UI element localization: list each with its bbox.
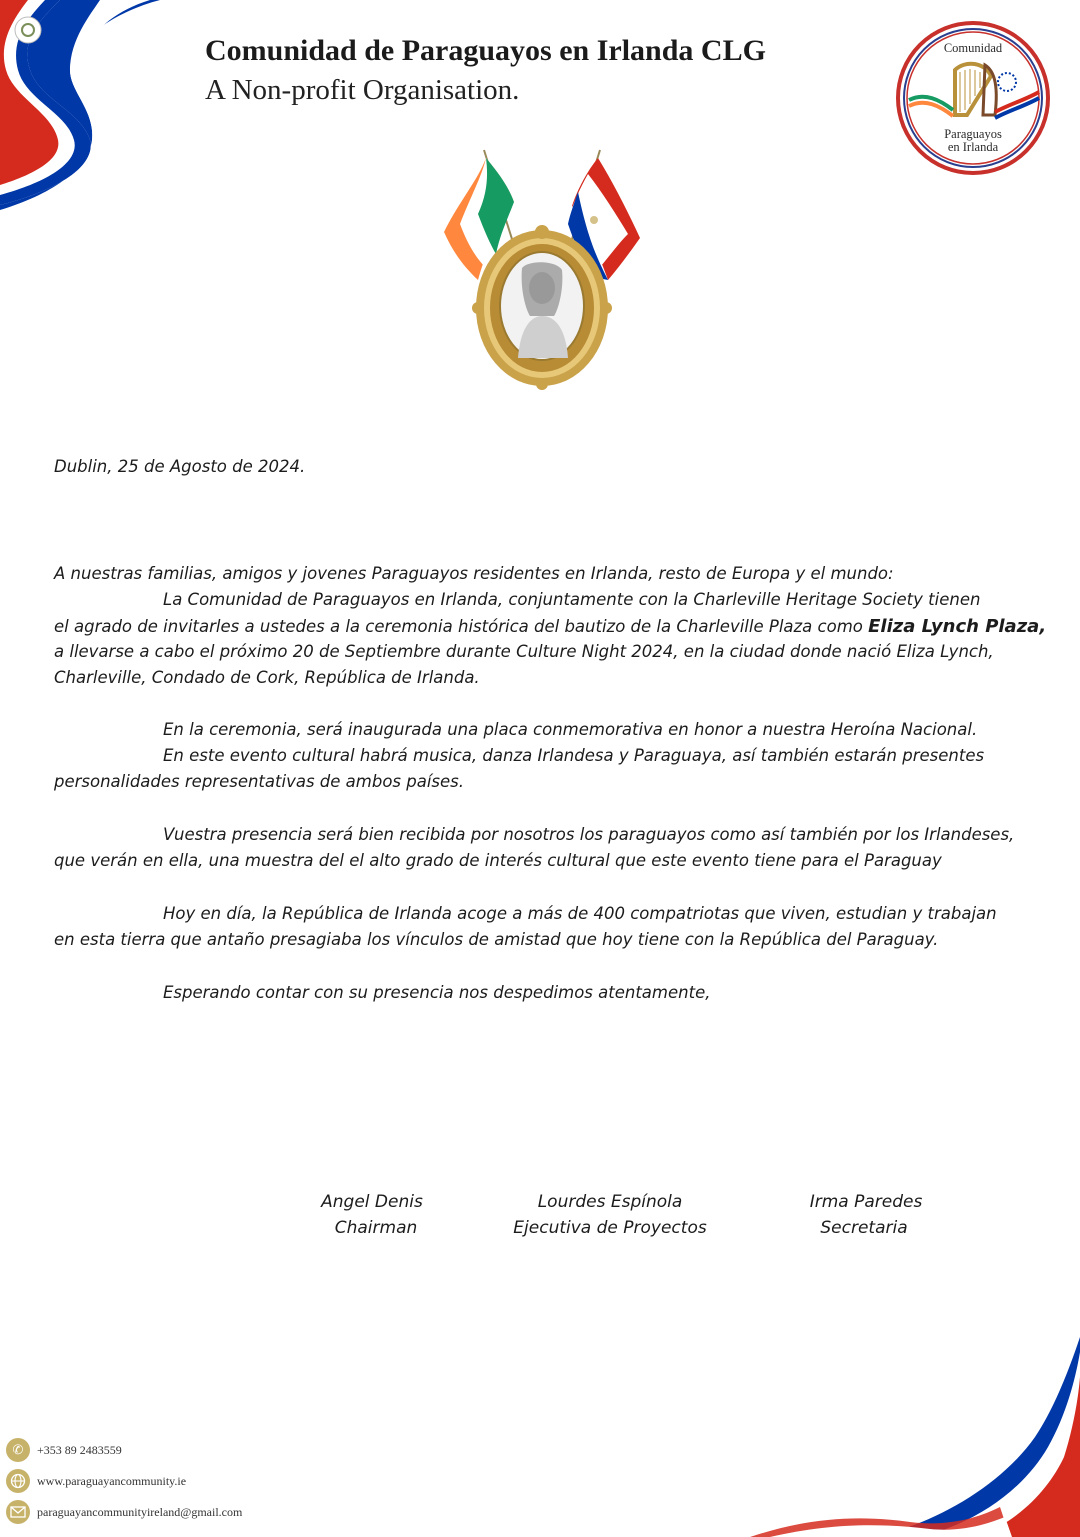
paragraph-2-line-1: En la ceremonia, será inaugurada una placa conmemorativa en honor a nuestra Heroína Nacional. (163, 720, 978, 739)
paragraph-3-line-2: que verán en ella, una muestra del el alto grado de interés cultural que este evento tiene para el Paraguay (54, 851, 942, 870)
organization-subtitle: A Non-profit Organisation. (205, 74, 520, 106)
flag-ribbon-bottom-right (750, 1337, 1080, 1537)
globe-icon (6, 1469, 30, 1493)
signatory-role: Chairman (334, 1218, 418, 1238)
signatory-role: Secretaria (820, 1218, 908, 1238)
signatory-role: Ejecutiva de Proyectos (513, 1218, 707, 1238)
signatory-name: Irma Paredes (809, 1192, 923, 1212)
website-link[interactable]: www.paraguayancommunity.ie (37, 1473, 187, 1488)
letter-date: Dublin, 25 de Agosto de 2024. (54, 457, 306, 476)
organization-title: Comunidad de Paraguayos en Irlanda CLG (205, 34, 766, 67)
plaza-name-emphasis: Eliza Lynch Plaza, (868, 616, 1047, 637)
letter-greeting: A nuestras familias, amigos y jovenes Paraguayos residentes en Irlanda, resto de Europa y el mundo: (54, 564, 894, 583)
phone-icon: ✆ (6, 1438, 30, 1462)
flag-ribbon-top-left (0, 0, 170, 210)
flags-portrait-emblem (438, 140, 648, 390)
organization-logo (895, 20, 1051, 176)
paragraph-1-line-1: La Comunidad de Paraguayos en Irlanda, conjuntamente con la Charleville Heritage Society tienen (163, 590, 981, 609)
logo-bottom-line-1: Paraguayos (944, 127, 1002, 141)
paragraph-1-line-2 (54, 616, 1046, 637)
logo-top-text: Comunidad (943, 41, 1003, 55)
paragraph-3-line-1: Vuestra presencia será bien recibida por nosotros los paraguayos como así también por los Irlandeses, (163, 825, 1015, 844)
email-address[interactable]: paraguayancommunityireland@gmail.com (37, 1504, 243, 1519)
signatory-name: Lourdes Espínola (537, 1192, 683, 1212)
paragraph-4-line-1: Hoy en día, la República de Irlanda acoge a más de 400 compatriotas que viven, estudian y trabajan (163, 904, 997, 923)
footer-website (6, 1469, 186, 1493)
footer-email (6, 1500, 242, 1524)
logo-bottom-line-2: en Irlanda (947, 140, 999, 154)
paragraph-4-line-2: en esta tierra que antaño presagiaba los vínculos de amistad que hoy tiene con la República del Paraguay. (54, 930, 939, 949)
paragraph-1-line-2-text: el agrado de invitarles a ustedes a la ceremonia histórica del bautizo de la Charleville Plaza como (54, 617, 869, 636)
paragraph-2-line-2: En este evento cultural habrá musica, danza Irlandesa y Paraguaya, así también estarán presentes (163, 746, 985, 765)
paragraph-1-line-3: a llevarse a cabo el próximo 20 de Septiembre durante Culture Night 2024, en la ciudad donde nació Eliza Lynch, (54, 642, 994, 661)
paragraph-1-line-4: Charleville, Condado de Cork, República de Irlanda. (54, 668, 480, 687)
closing-line: Esperando contar con su presencia nos despedimos atentamente, (163, 983, 711, 1002)
paragraph-2-line-3: personalidades representativas de ambos países. (54, 772, 465, 791)
phone-number: +353 89 2483559 (37, 1442, 122, 1457)
envelope-icon (6, 1500, 30, 1524)
footer-phone (6, 1438, 122, 1462)
signatory-name: Angel Denis (321, 1192, 423, 1212)
